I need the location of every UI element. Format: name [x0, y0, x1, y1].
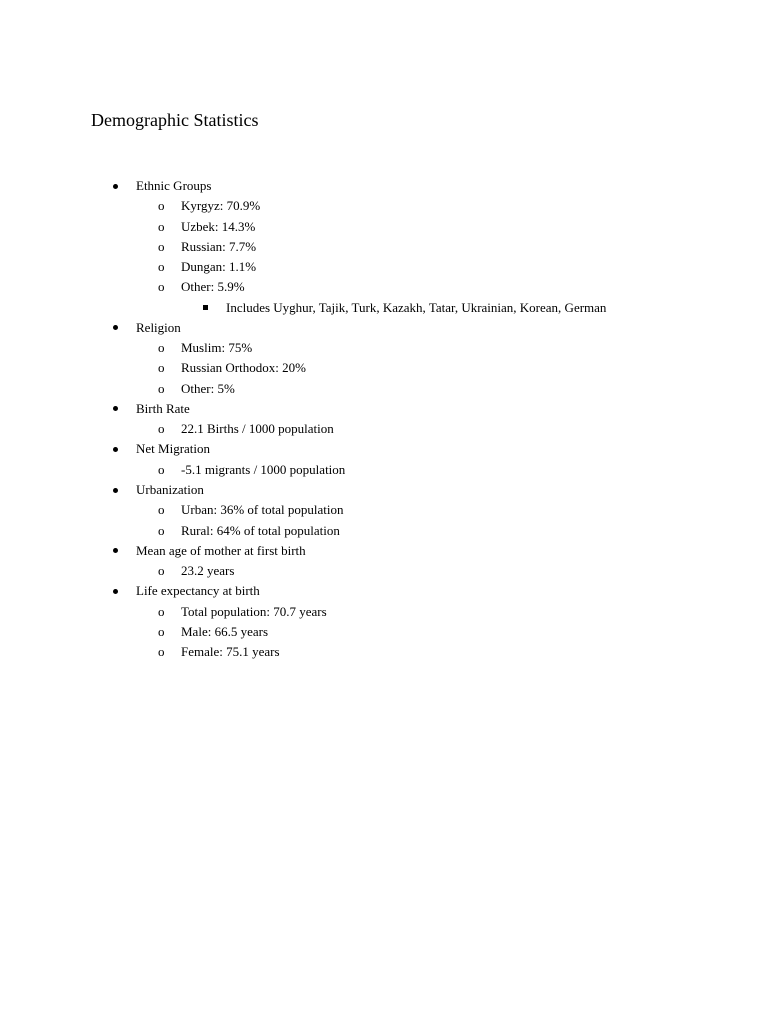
sub-list-item-text: 22.1 Births / 1000 population: [181, 421, 334, 437]
bulleted-list: [0, 176, 768, 662]
sub-list-item: [0, 642, 768, 662]
sub-list-item-text: Dungan: 1.1%: [181, 259, 257, 275]
list-item: [0, 480, 768, 500]
circle-bullet-icon: o: [158, 502, 165, 518]
bullet-icon: [113, 176, 118, 196]
list-item-label: Net Migration: [136, 441, 211, 457]
circle-bullet-icon: o: [158, 461, 165, 477]
sub-list-item-text: -5.1 migrants / 1000 population: [181, 461, 346, 477]
bullet-icon: [113, 541, 118, 561]
circle-bullet-icon: o: [158, 603, 165, 619]
sub-list-item-text: Other: 5%: [181, 380, 235, 396]
sub-list-item-text: Rural: 64% of total population: [181, 522, 340, 538]
bullet-icon: [113, 480, 118, 500]
circle-bullet-icon: o: [158, 340, 165, 356]
sub-list-item: [0, 358, 768, 378]
list-item: [0, 581, 768, 601]
sub-list-item-text: Kyrgyz: 70.9%: [181, 198, 261, 214]
circle-bullet-icon: o: [158, 623, 165, 639]
sub-list-item-text: Urban: 36% of total population: [181, 502, 344, 518]
list-item-label: Urbanization: [136, 481, 204, 497]
sub-list-item-text: Uzbek: 14.3%: [181, 218, 256, 234]
sub-list-item-text: Muslim: 75%: [181, 340, 253, 356]
list-item-label: Life expectancy at birth: [136, 583, 260, 599]
sub-list-item: [0, 500, 768, 520]
circle-bullet-icon: o: [158, 238, 165, 254]
sub-list-item-text: Male: 66.5 years: [181, 623, 269, 639]
sub-list-item: [0, 237, 768, 257]
bullet-icon: [113, 399, 118, 419]
page-title: Demographic Statistics: [91, 110, 259, 130]
square-bullet-icon: [203, 298, 208, 318]
circle-bullet-icon: o: [158, 644, 165, 660]
sub-list-item: [0, 419, 768, 439]
sub-list-item: [0, 379, 768, 399]
circle-bullet-icon: o: [158, 380, 165, 396]
sub-list-item: [0, 561, 768, 581]
sub-list-item-text: Russian Orthodox: 20%: [181, 360, 306, 376]
circle-bullet-icon: o: [158, 259, 165, 275]
sub-list-item: [0, 602, 768, 622]
sub-list-item: [0, 622, 768, 642]
sub-list-item-text: Female: 75.1 years: [181, 644, 280, 660]
circle-bullet-icon: o: [158, 421, 165, 437]
list-item: [0, 176, 768, 196]
sub-list-item-text: Total population: 70.7 years: [181, 603, 327, 619]
circle-bullet-icon: o: [158, 198, 165, 214]
circle-bullet-icon: o: [158, 563, 165, 579]
bullet-icon: [113, 581, 118, 601]
sub-list-item-text: Other: 5.9%: [181, 279, 245, 295]
sub-list-item: [0, 521, 768, 541]
circle-bullet-icon: o: [158, 522, 165, 538]
sub-sub-list-item-text: Includes Uyghur, Tajik, Turk, Kazakh, Tatar, Ukrainian, Korean, German: [226, 299, 607, 315]
list-item: [0, 399, 768, 419]
sub-list-item: [0, 257, 768, 277]
sub-list-item: [0, 277, 768, 297]
sub-list-item: [0, 217, 768, 237]
sub-list-item: [0, 338, 768, 358]
sub-sub-list-item: [0, 298, 768, 318]
list-item-label: Mean age of mother at first birth: [136, 542, 306, 558]
circle-bullet-icon: o: [158, 360, 165, 376]
list-item: [0, 541, 768, 561]
list-item: [0, 318, 768, 338]
sub-list-item-text: 23.2 years: [181, 563, 235, 579]
list-item-label: Religion: [136, 319, 181, 335]
bullet-icon: [113, 318, 118, 338]
circle-bullet-icon: o: [158, 279, 165, 295]
list-item-label: Ethnic Groups: [136, 178, 212, 193]
bullet-icon: [113, 439, 118, 459]
list-item: [0, 439, 768, 459]
sub-list-item: [0, 460, 768, 480]
sub-list-item-text: Russian: 7.7%: [181, 238, 257, 254]
circle-bullet-icon: o: [158, 218, 165, 234]
sub-list-item: [0, 196, 768, 216]
list-item-label: Birth Rate: [136, 400, 190, 416]
